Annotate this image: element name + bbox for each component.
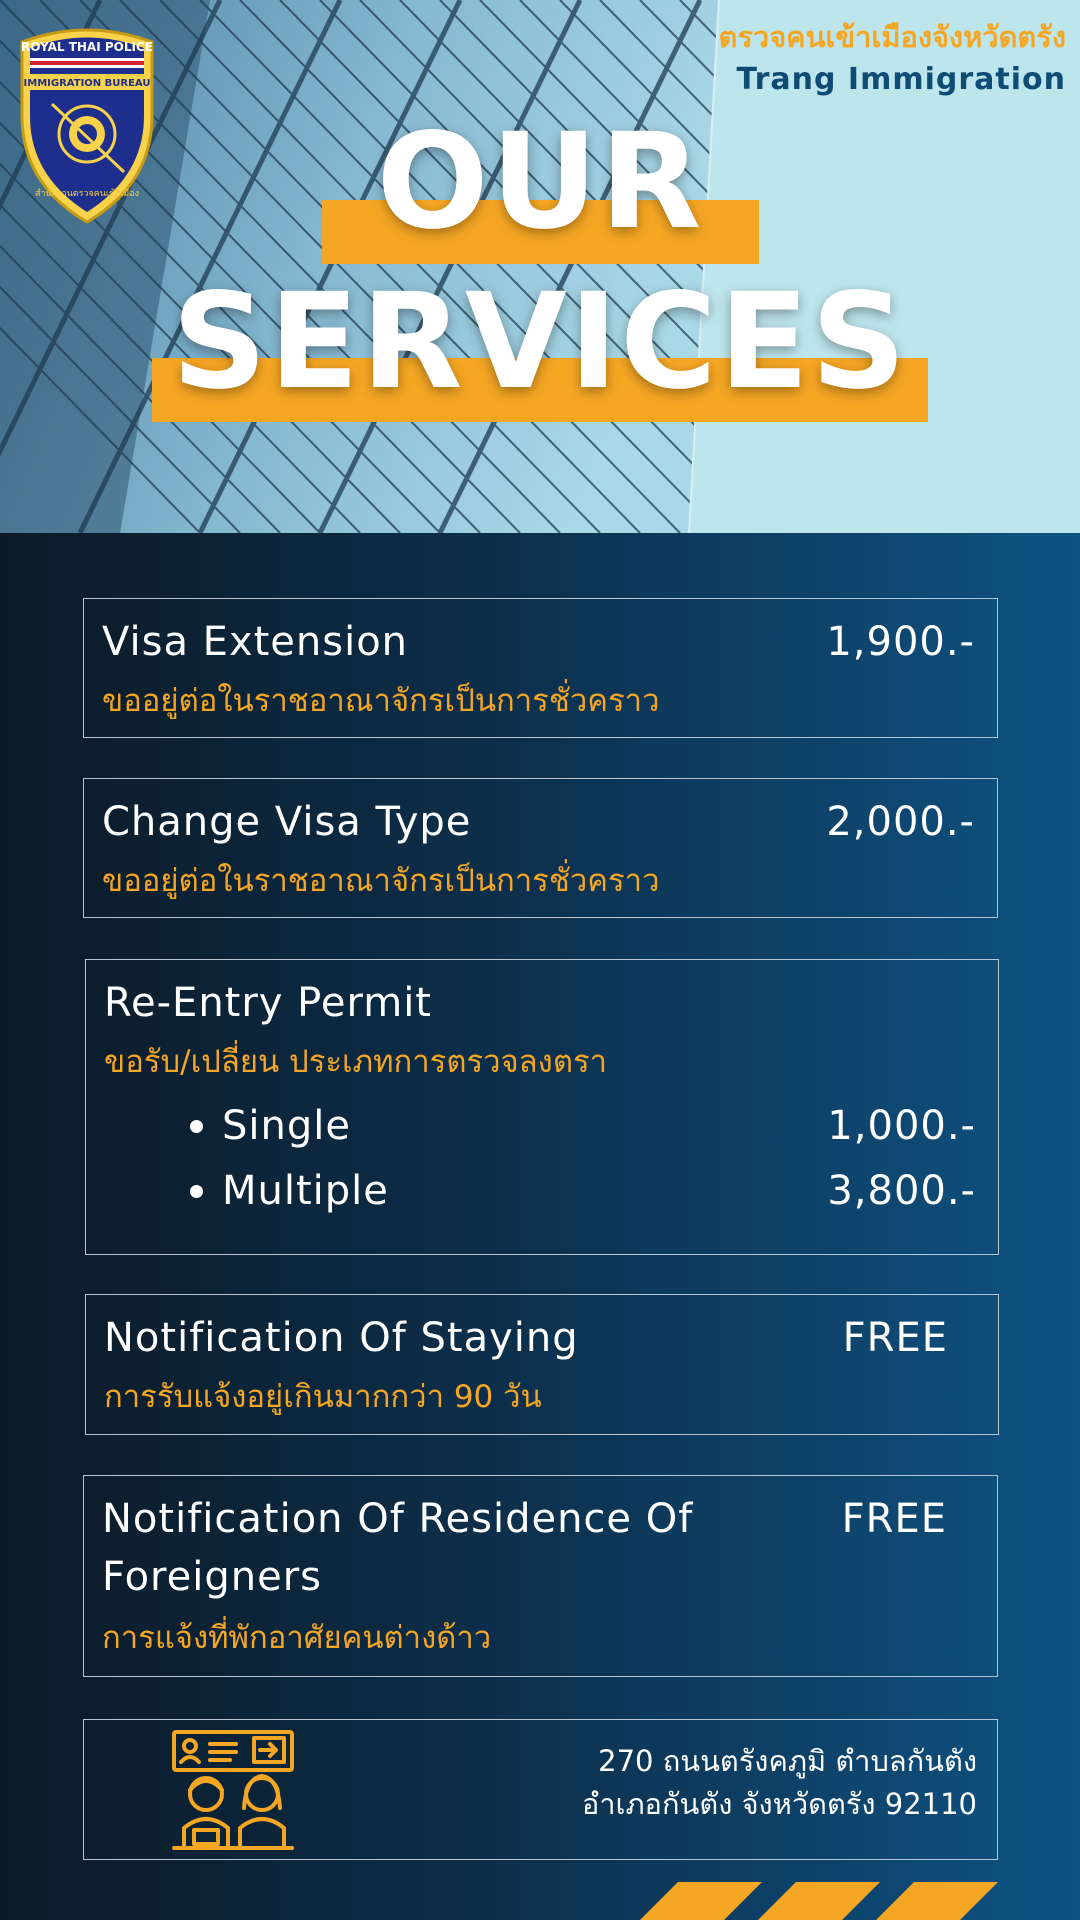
address-line-2: อำเภอกันตัง จังหวัดตรัง 92110	[581, 1787, 977, 1821]
option-label: Single	[222, 1103, 351, 1149]
service-card-visa-extension	[83, 598, 998, 738]
service-name: Change Visa Type	[102, 799, 472, 845]
logo-bottom-text: สำนักงานตรวจคนเข้าเมือง	[34, 189, 140, 199]
service-name: Notification Of Staying	[104, 1315, 579, 1361]
header-english-title: Trang Immigration	[736, 62, 1066, 97]
service-price: FREE	[842, 1315, 948, 1361]
service-thai-description: การรับแจ้งอยู่เกินมากกว่า 90 วัน	[104, 1379, 542, 1415]
service-thai-description: ขออยู่ต่อในราชอาณาจักรเป็นการชั่วคราว	[102, 683, 660, 719]
option-row-single	[190, 1096, 976, 1156]
immigration-officer-icon	[170, 1728, 296, 1850]
service-card-re-entry-permit	[85, 959, 999, 1255]
service-price: 1,900.-	[826, 619, 975, 665]
header-thai-title: ตรวจคนเข้าเมืองจังหวัดตรัง	[718, 20, 1066, 54]
service-card-notification-of-staying	[85, 1294, 999, 1435]
logo-top-text: ROYAL THAI POLICE	[21, 40, 153, 54]
service-thai-description: การแจ้งที่พักอาศัยคนต่างด้าว	[102, 1620, 492, 1656]
service-price: FREE	[841, 1496, 947, 1542]
logo-band-text: IMMIGRATION BUREAU	[23, 78, 151, 89]
service-name-line-2: Foreigners	[102, 1554, 322, 1600]
service-thai-description: ขออยู่ต่อในราชอาณาจักรเป็นการชั่วคราว	[102, 863, 660, 899]
address-text	[582, 1740, 977, 1826]
option-label: Multiple	[222, 1168, 389, 1214]
bullet-icon	[190, 1185, 203, 1198]
hero-title-line-1: OUR	[376, 105, 704, 259]
service-name: Visa Extension	[102, 619, 409, 665]
service-price: 2,000.-	[826, 799, 975, 845]
hero-title-line-2: SERVICES	[171, 265, 909, 419]
service-name-line-1: Notification Of Residence Of	[102, 1496, 694, 1542]
option-price: 3,800.-	[827, 1168, 976, 1214]
contact-card	[83, 1719, 998, 1860]
service-thai-description: ขอรับ/เปลี่ยน ประเภทการตรวจลงตรา	[104, 1044, 608, 1080]
bullet-icon	[190, 1120, 203, 1133]
decorative-stripes	[640, 1882, 1080, 1920]
service-card-change-visa-type	[83, 778, 998, 918]
option-price: 1,000.-	[827, 1103, 976, 1149]
address-line-1: 270 ถนนตรังคภูมิ ตำบลกันตัง	[598, 1744, 977, 1778]
service-name: Re-Entry Permit	[104, 980, 432, 1026]
service-card-notification-of-residence	[83, 1475, 998, 1677]
option-row-multiple	[190, 1161, 976, 1221]
